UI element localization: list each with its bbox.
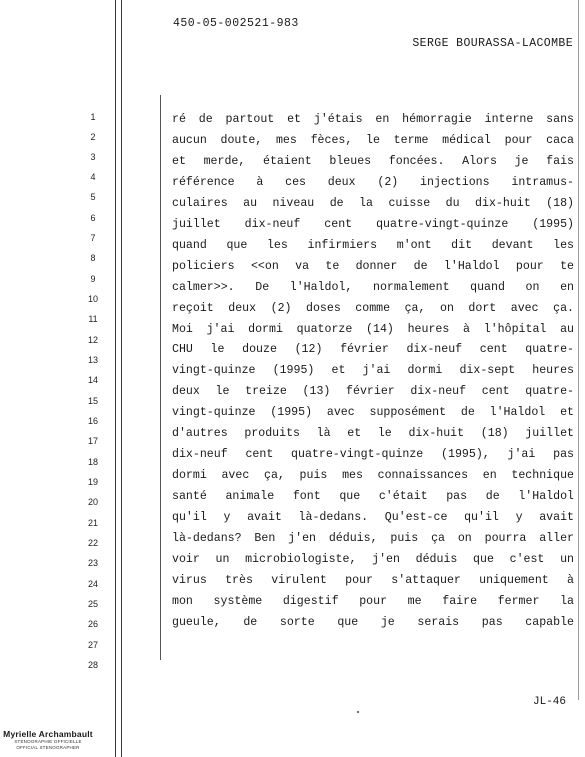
stray-dot [357,711,359,713]
transcript-line: référence à ces deux (2) injections intramus- [172,176,574,189]
line-number: 19 [87,477,98,487]
witness-name: SERGE BOURASSA-LACOMBE [412,37,573,50]
transcript-line: calmer>>. De l'Haldol, normalement quand on en [172,281,574,294]
transcript-line: vingt-quinze (1995) et j'ai dormi dix-sept heures [172,364,574,377]
transcript-line: qu'il y avait là-dedans. Qu'est-ce qu'il y avait [172,511,574,524]
transcript-line: dix-neuf cent quatre-vingt-quinze (1995), j'ai pas [172,448,574,461]
line-number: 27 [87,640,98,650]
line-number: 17 [87,436,98,446]
line-number: 23 [87,558,98,568]
text-margin-bar [160,95,161,660]
transcript-line: CHU le douze (12) février dix-neuf cent quatre- [172,343,574,356]
line-number: 22 [87,538,98,548]
line-number: 8 [90,253,96,263]
transcript-line: quand que les infirmiers m'ont dit devant les [172,239,574,252]
transcript-line: policiers <<on va te donner de l'Haldol pour te [172,260,574,273]
line-number: 11 [88,314,98,324]
line-number: 18 [87,457,98,467]
line-number: 1 [90,112,96,122]
transcript-line: là-dedans? Ben j'en déduis, puis ça on pourra aller [172,532,574,545]
line-number: 13 [87,355,98,365]
line-number: 4 [90,172,96,182]
transcript-line: dormi avec ça, puis mes connaissances en technique [172,469,574,482]
transcript-line: gueule, de sorte que je serais pas capable [172,616,574,629]
line-number: 7 [90,233,96,243]
line-number: 24 [87,579,98,589]
right-margin-rule [578,0,579,700]
transcript-line: santé animale font que c'était pas de l'Haldol [172,490,574,503]
page-code: JL-46 [533,696,567,708]
transcript-line: voir un microbiologiste, j'en déduis que c'est un [172,553,574,566]
transcript-line: deux le treize (13) février dix-neuf cent quatre- [172,385,574,398]
file-number: 450-05-002521-983 [173,17,299,30]
stamp-line-english: OFFICIAL STENOGRAPHER [16,745,80,750]
transcript-line: vingt-quinze (1995) avec supposément de l'Haldol et [172,406,574,419]
line-number: 15 [87,396,98,406]
transcript-line: culaires au niveau de la cuisse du dix-huit (18) [172,197,574,210]
transcript-line: juillet dix-neuf cent quatre-vingt-quinze (1995) [172,218,574,231]
line-number: 10 [87,294,98,304]
transcript-line: virus très virulent pour s'attaquer uniquement à [172,574,574,587]
stenographer-stamp [2,729,94,751]
line-number: 14 [87,375,98,385]
stamp-name: Myrielle Archambault [3,729,93,739]
stamp-line-french: STÉNOGRAPHIE OFFICIELLE [14,739,82,744]
transcript-line: reçoit deux (2) doses comme ça, on dort avec ça. [172,302,574,315]
transcript-line: d'autres produits là et le dix-huit (18) juillet [172,427,574,440]
transcript-line: mon système digestif pour me faire fermer la [172,595,574,608]
transcript-line: et merde, étaient bleues foncées. Alors je fais [172,155,574,168]
line-number: 2 [90,132,96,142]
line-number: 5 [90,192,96,202]
line-number: 21 [87,518,98,528]
transcript-line: Moi j'ai dormi quatorze (14) heures à l'hôpital au [172,323,574,336]
transcript-line: ré de partout et j'étais en hémorragie interne sans [172,113,574,126]
line-number: 20 [87,497,98,507]
line-number: 3 [90,152,96,162]
line-number: 6 [90,213,96,223]
line-number: 28 [87,660,98,670]
left-margin-rule-inner [121,0,122,757]
line-number: 26 [87,619,98,629]
line-number: 16 [87,416,98,426]
line-number: 9 [90,274,96,284]
line-number: 12 [87,335,98,345]
transcript-line: aucun doute, mes fèces, le terme médical pour caca [172,134,574,147]
left-margin-rule [115,0,116,757]
line-number: 25 [87,599,98,609]
